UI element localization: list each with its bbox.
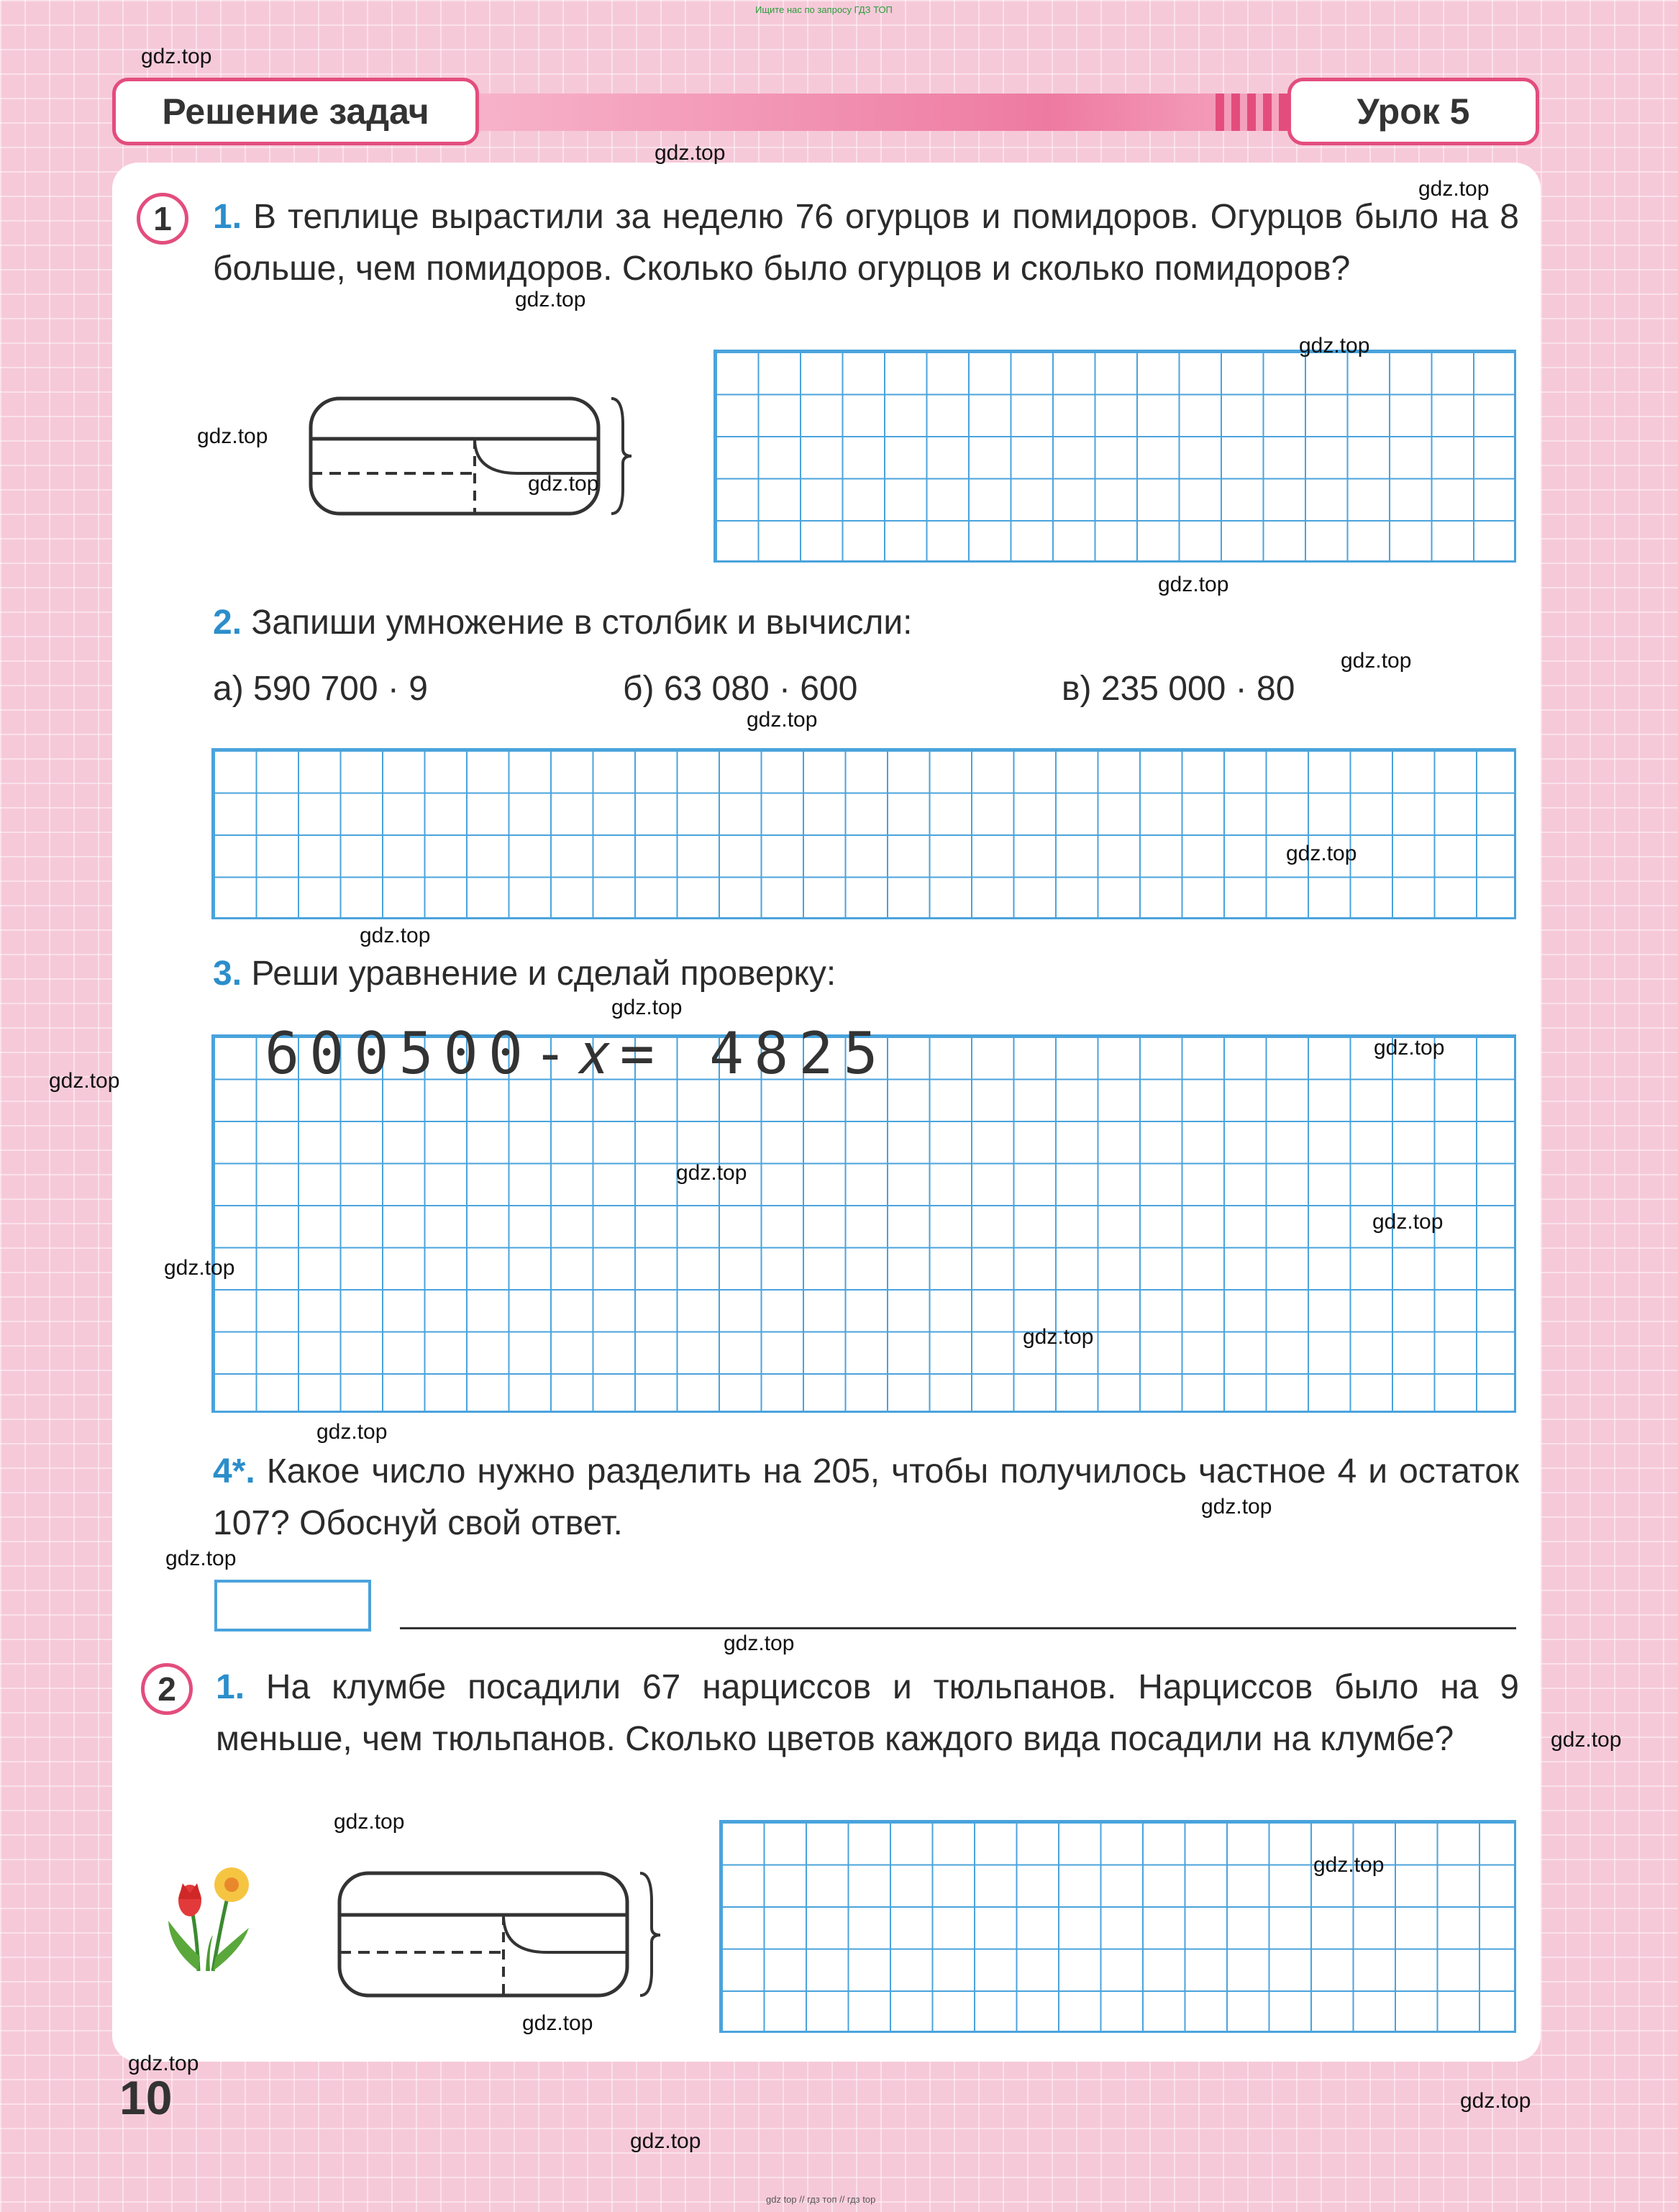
page-number: 10 <box>119 2071 173 2124</box>
task-number: 1. <box>216 1668 245 1706</box>
section-title: Решение задач <box>112 78 479 145</box>
watermark: gdz.top <box>197 424 268 448</box>
task-number: 4*. <box>213 1452 255 1490</box>
task-text: Реши уравнение и сделай проверку: <box>251 955 836 993</box>
watermark: gdz.top <box>1299 334 1370 358</box>
watermark: gdz.top <box>316 1420 388 1444</box>
segment-diagram-2 <box>331 1863 662 2014</box>
segment-diagram-1 <box>302 388 633 532</box>
example-label: в) <box>1062 670 1092 708</box>
answer-grid-2[interactable] <box>211 748 1516 919</box>
task-1-4 <box>213 1446 1519 1549</box>
watermark: gdz.top <box>1201 1495 1272 1519</box>
watermark: gdz.top <box>1286 842 1357 865</box>
example-a <box>213 669 428 709</box>
watermark: gdz.top <box>128 2052 199 2075</box>
watermark: gdz.top <box>1460 2089 1531 2113</box>
task-text: В теплице вырастили за неделю 76 огурцов и помидоров. Огурцов было на 8 больше, чем помидоров. Сколько было огурцов и сколько помидоров? <box>213 198 1519 288</box>
watermark: gdz.top <box>1158 573 1229 596</box>
watermark: gdz.top <box>676 1161 747 1185</box>
task-2-1 <box>216 1662 1519 1765</box>
example-expression: 590 700 · 9 <box>253 670 428 708</box>
watermark: gdz.top <box>1313 1853 1385 1877</box>
watermark: gdz.top <box>164 1256 235 1280</box>
answer-grid-3[interactable] <box>211 1034 1516 1413</box>
watermark: gdz.top <box>1023 1325 1094 1349</box>
task-text: Какое число нужно разделить на 205, чтобы получилось частное 4 и остаток 107? Обоснуй свой ответ. <box>213 1452 1520 1542</box>
task-text: На клумбе посадили 67 нарциссов и тюльпанов. Нарциссов было на 9 меньше, чем тюльпанов. Сколько цветов каждого вида посадили на клумбе? <box>216 1668 1519 1758</box>
watermark: gdz.top <box>724 1631 795 1655</box>
watermark: gdz.top <box>611 996 683 1019</box>
header-stripes <box>1216 94 1287 131</box>
handwritten-equation: 600500-𝑥= 4825 <box>265 1020 888 1087</box>
watermark: gdz.top <box>1374 1036 1445 1060</box>
bottom-note: gdz top // гдз топ // гдз top <box>766 2194 876 2205</box>
watermark: gdz.top <box>522 2011 593 2035</box>
task-1-3 <box>213 948 1519 1000</box>
top-note: Ищите нас по запросу ГДЗ ТОП <box>755 4 893 15</box>
watermark: gdz.top <box>515 288 586 311</box>
watermark: gdz.top <box>630 2129 701 2153</box>
watermark: gdz.top <box>165 1547 237 1570</box>
watermark: gdz.top <box>528 472 599 496</box>
example-b <box>623 669 857 709</box>
task-number: 3. <box>213 955 242 993</box>
example-expression: 235 000 · 80 <box>1100 670 1295 708</box>
section-2-marker: 2 <box>141 1663 193 1715</box>
watermark: gdz.top <box>747 708 818 732</box>
task-text: Запиши умножение в столбик и вычисли: <box>251 604 913 642</box>
task-number: 2. <box>213 604 242 642</box>
example-c <box>1062 669 1295 709</box>
watermark: gdz.top <box>49 1069 120 1093</box>
example-label: а) <box>213 670 244 708</box>
example-expression: 63 080 · 600 <box>663 670 858 708</box>
watermark: gdz.top <box>1341 649 1412 673</box>
watermark: gdz.top <box>334 1810 405 1834</box>
watermark: gdz.top <box>1418 177 1490 201</box>
section-1-marker: 1 <box>137 193 188 245</box>
flowers-illustration <box>163 1849 256 1978</box>
answer-grid-4[interactable] <box>719 1820 1516 2033</box>
watermark: gdz.top <box>1551 1728 1622 1752</box>
answer-box[interactable] <box>214 1580 371 1631</box>
watermark: gdz.top <box>1372 1210 1444 1234</box>
task-1-2 <box>213 597 1519 649</box>
example-label: б) <box>623 670 655 708</box>
lesson-title: Урок 5 <box>1287 78 1539 145</box>
watermark: gdz.top <box>655 141 726 165</box>
task-1-1 <box>213 191 1519 295</box>
watermark: gdz.top <box>360 924 431 947</box>
watermark: gdz.top <box>141 45 212 68</box>
task-number: 1. <box>213 198 242 236</box>
header-band <box>475 94 1295 131</box>
answer-grid-1[interactable] <box>713 350 1516 563</box>
answer-line[interactable] <box>400 1627 1516 1629</box>
